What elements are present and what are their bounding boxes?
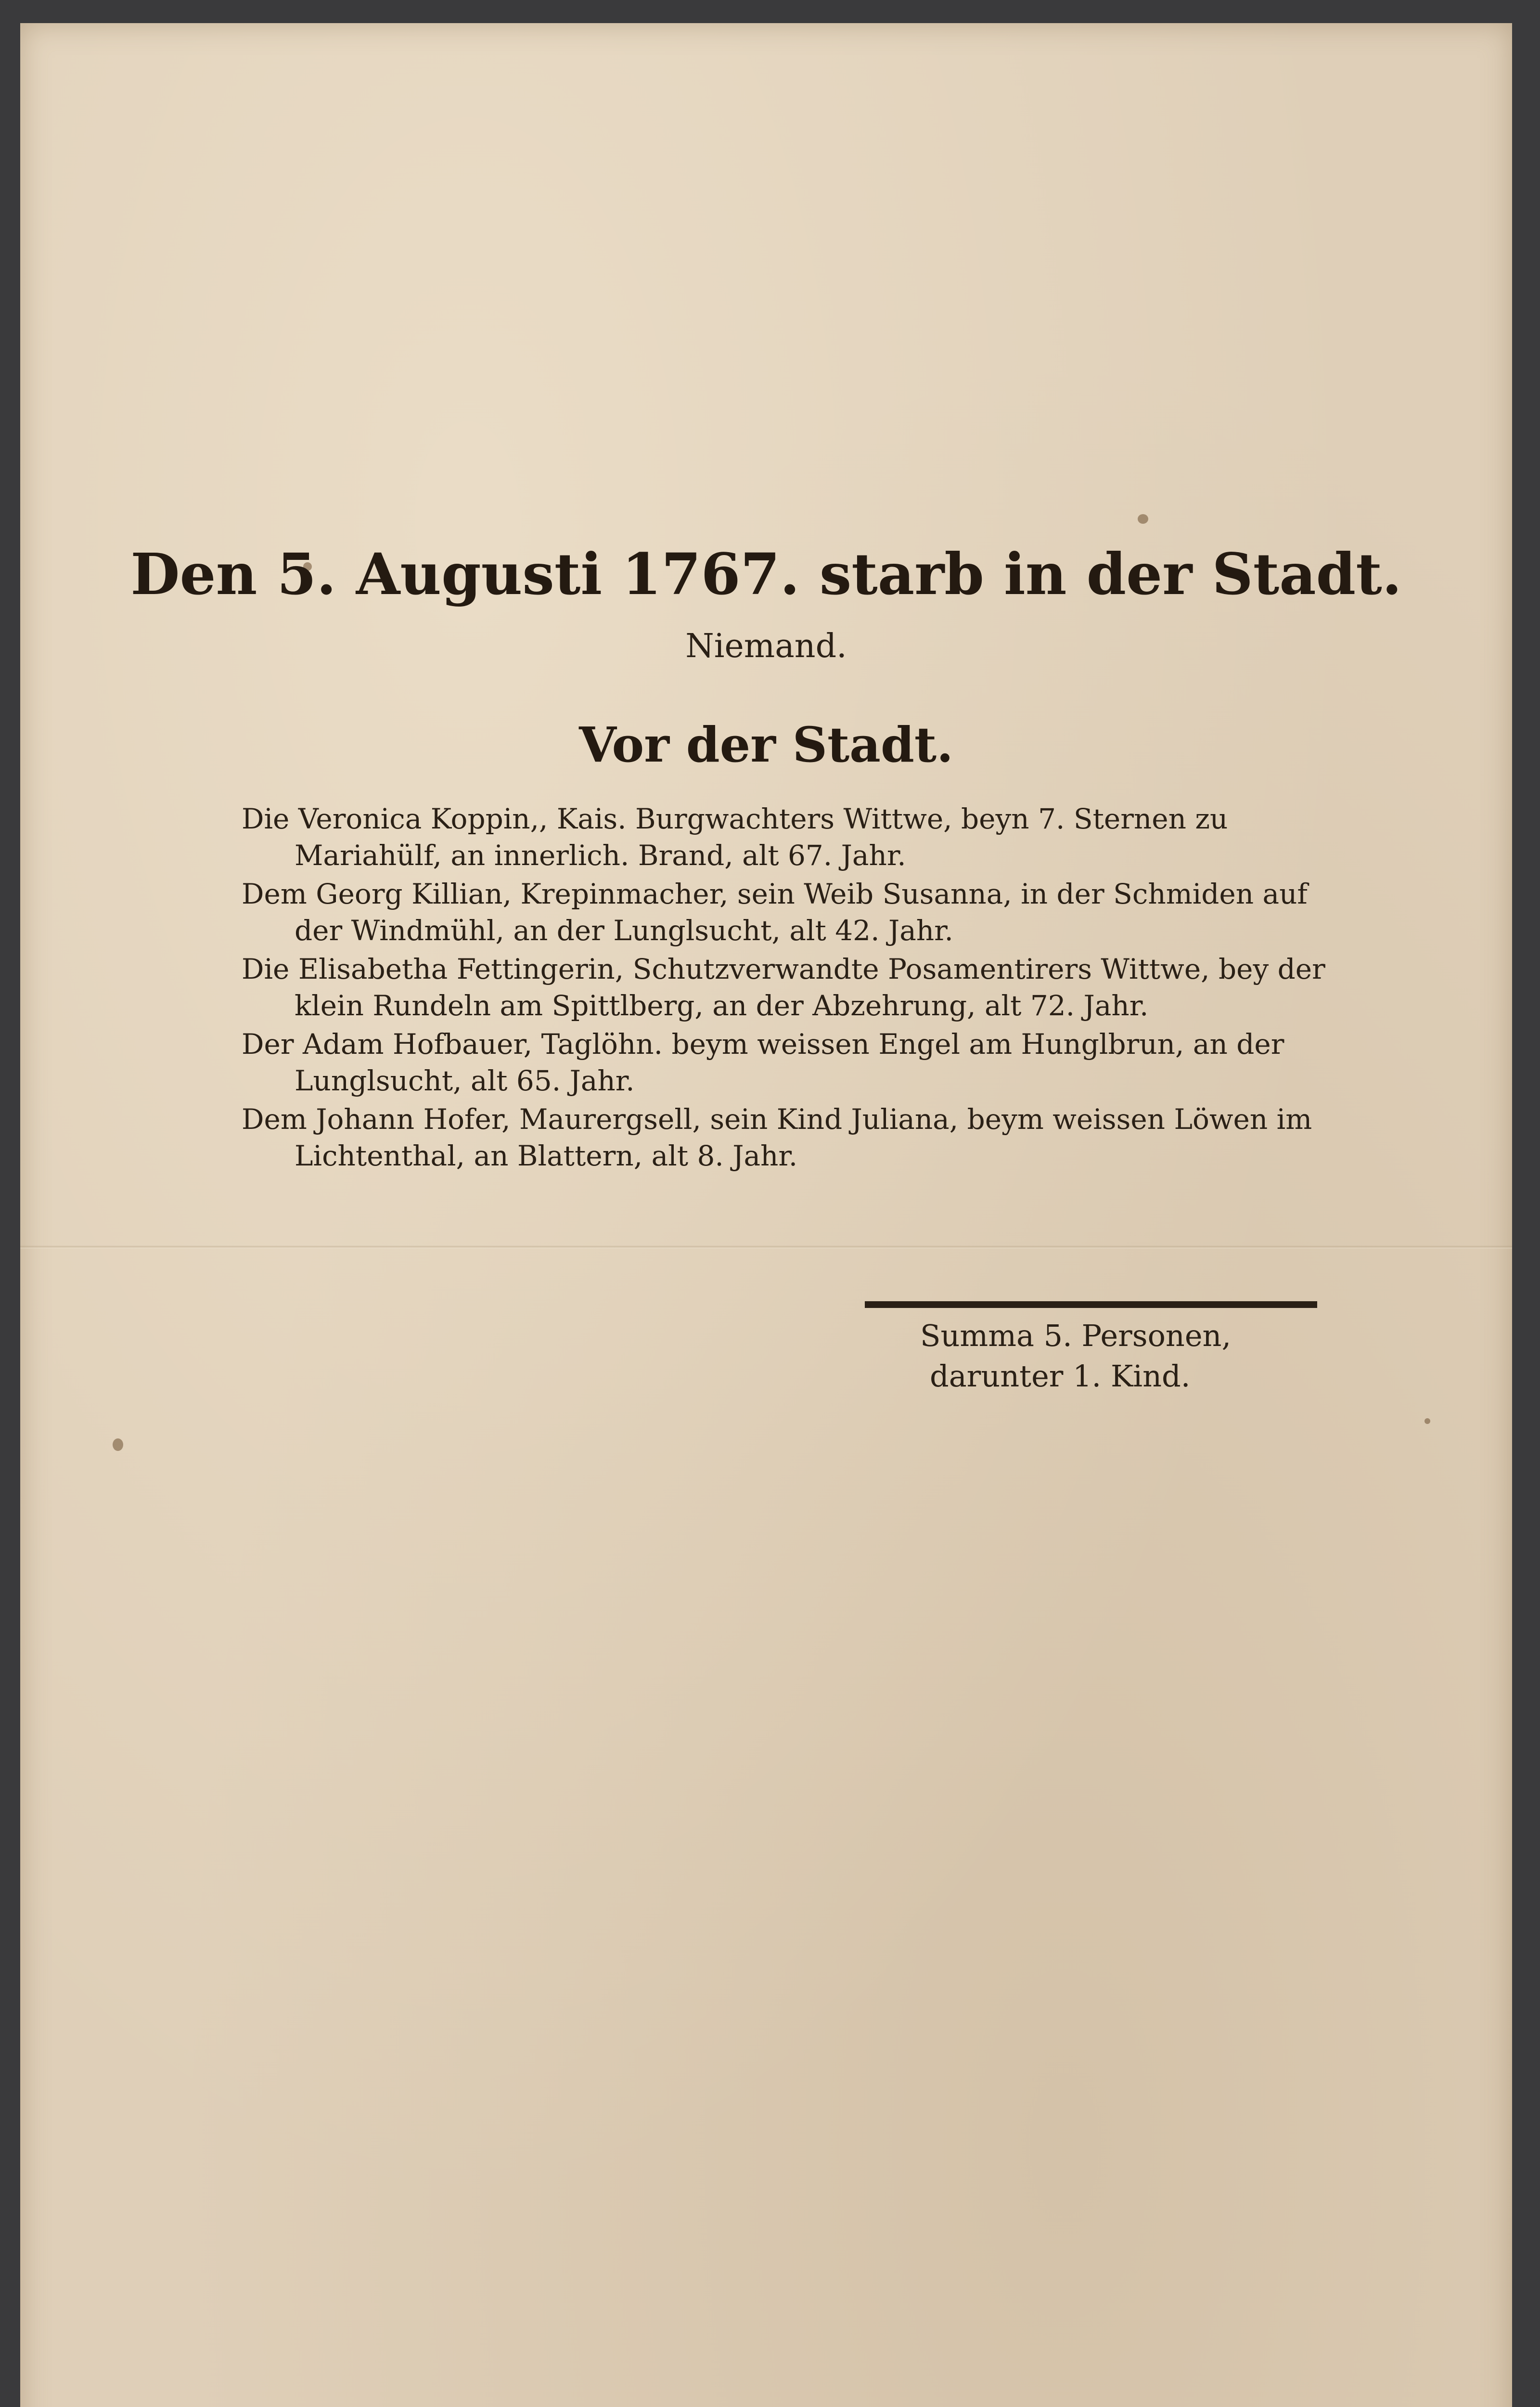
summary-block (920, 1316, 1353, 1397)
paper-sheet (20, 23, 1512, 2407)
death-entry: Der Adam Hofbauer, Taglöhn. beym weissen Engel am Hunglbrun, an der Lunglsucht, alt 65. Jahr. (242, 1028, 1284, 1097)
page-title: Den 5. Augusti 1767. starb in der Stadt. (130, 541, 1402, 608)
section-heading: Vor der Stadt. (579, 716, 953, 773)
summary-children: darunter 1. Kind. (930, 1359, 1191, 1394)
death-entry: Die Elisabetha Fettingerin, Schutzverwandte Posamentirers Wittwe, bey der klein Rundeln am Spittlberg, an der Abzehrung, alt 72. Jahr. (242, 953, 1325, 1022)
death-entry: Dem Johann Hofer, Maurergsell, sein Kind Juliana, beym weissen Löwen im Lichtenthal, an Blattern, alt 8. Jahr. (242, 1103, 1312, 1172)
death-entry: Dem Georg Killian, Krepinmacher, sein Weib Susanna, in der Schmiden auf der Windmühl, an der Lunglsucht, alt 42. Jahr. (242, 878, 1308, 947)
summary-divider (865, 1301, 1317, 1308)
ink-spot (1424, 1418, 1430, 1424)
summary-total: Summa 5. Personen, (920, 1318, 1232, 1353)
death-entry: Die Veronica Koppin,, Kais. Burgwachters Wittwe, beyn 7. Sternen zu Mariahülf, an innerlich. Brand, alt 67. Jahr. (242, 802, 1228, 872)
death-entries-list (242, 801, 1329, 1176)
page-subtitle: Niemand. (685, 627, 847, 665)
ink-spot (113, 1438, 123, 1451)
fold-crease (20, 1246, 1512, 1249)
ink-spot (1138, 514, 1148, 524)
